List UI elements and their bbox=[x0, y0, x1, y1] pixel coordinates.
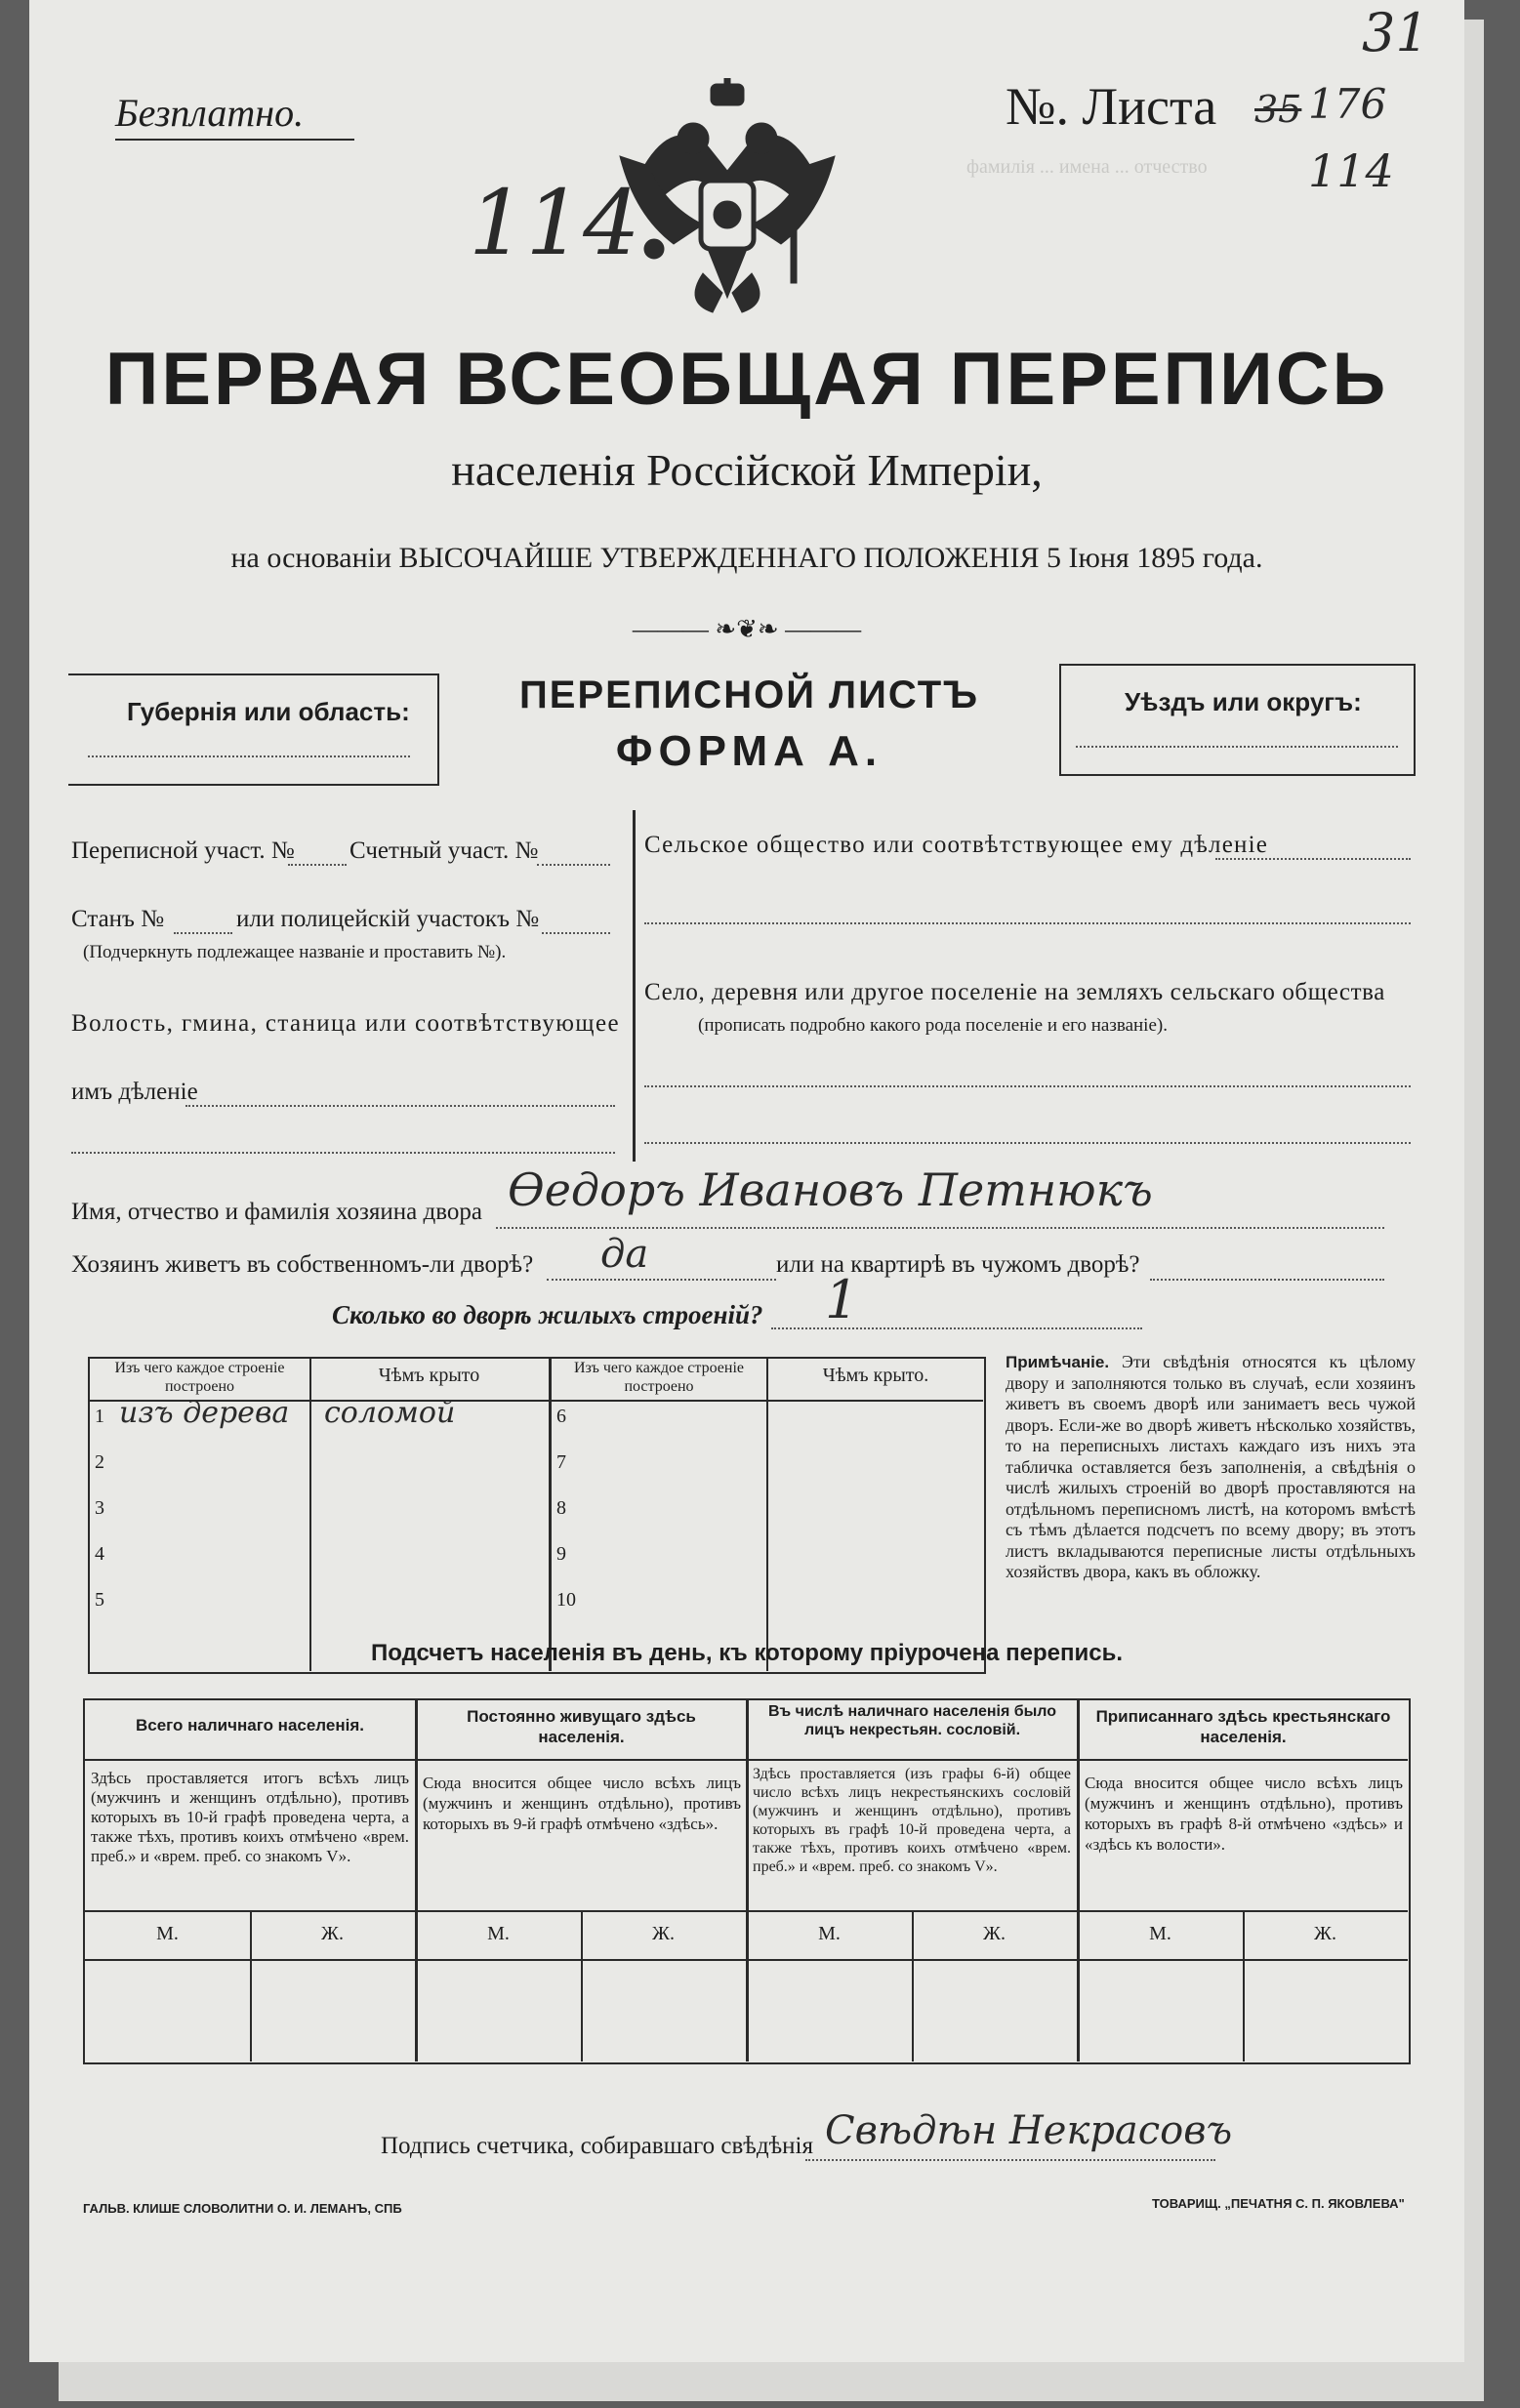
roof-header-right: Чѣмъ крыто. bbox=[822, 1365, 929, 1386]
female-label-3: Ж. bbox=[983, 1923, 1006, 1944]
female-label-2: Ж. bbox=[652, 1923, 675, 1944]
owner-name-label: Имя, отчество и фамилія хозяина двора bbox=[71, 1199, 482, 1225]
district-label: Уѣздъ или округъ: bbox=[1125, 687, 1362, 716]
side-number: 114 bbox=[1308, 144, 1394, 197]
row-number-4: 4 bbox=[95, 1543, 104, 1565]
free-underline bbox=[115, 139, 354, 141]
owner-name-value: Өедоръ Ивановъ Петнюкъ bbox=[508, 1163, 1153, 1216]
imperial-eagle-emblem bbox=[615, 78, 840, 322]
footer-right: ТОВАРИЩ. „ПЕЧАТНЯ С. П. ЯКОВЛЕВА" bbox=[1152, 2196, 1405, 2211]
sheet-number-struck: 35 bbox=[1254, 88, 1302, 131]
volost-label: Волость, гмина, станица или соотвѣтствующее bbox=[71, 1010, 620, 1037]
own-yard-label: Хозяинъ живетъ въ собственномъ-ли дворѣ? bbox=[71, 1251, 534, 1278]
basis-line: на основаніи ВЫСОЧАЙШЕ УТВЕРЖДЕННАГО ПОЛОЖЕНІЯ 5 Іюня 1895 года. bbox=[230, 542, 1263, 574]
district-line bbox=[1076, 746, 1398, 748]
village-label: Село, деревня или другое поселеніе на земляхъ сельскаго общества bbox=[644, 979, 1385, 1005]
buildings-table bbox=[88, 1357, 986, 1674]
village-note: (прописать подробно какого рода поселеніе и его названіе). bbox=[698, 1015, 1168, 1036]
count-head-3: Въ числѣ наличнаго населенія было лицъ некрестьян. сословій. bbox=[768, 1703, 1056, 1738]
volost-label-2: имъ дѣленіе bbox=[71, 1079, 198, 1105]
form-letter: ФОРМА А. bbox=[615, 727, 883, 775]
signature-value: Свѣдѣн Некрасовъ bbox=[825, 2108, 1233, 2153]
roof-header-left: Чѣмъ крыто bbox=[378, 1365, 480, 1386]
count-desc-4: Сюда вносится общее число всѣхъ лицъ (мужчинъ и женщинъ отдѣльно), противъ которыхъ въ графѣ 8-й отмѣчено «здѣсь» и «здѣсь къ волости». bbox=[1085, 1774, 1403, 1854]
province-line bbox=[88, 755, 410, 757]
form-title: ПЕРЕПИСНОЙ ЛИСТЪ bbox=[519, 673, 979, 716]
census-district-label: Переписной участ. № bbox=[71, 837, 295, 864]
province-label: Губернія или область: bbox=[127, 697, 410, 726]
corner-number: 31 bbox=[1362, 2, 1429, 63]
male-label-3: М. bbox=[818, 1923, 841, 1944]
ornament-divider: ——— ❧❦❧ ——— bbox=[632, 615, 862, 643]
row-number-10: 10 bbox=[556, 1589, 576, 1611]
district-box bbox=[1059, 664, 1416, 776]
rural-society-label: Сельское общество или соотвѣтствующее ему дѣленіе bbox=[644, 832, 1269, 858]
sheet-number-handwritten: 176 bbox=[1308, 80, 1387, 128]
female-label-4: Ж. bbox=[1314, 1923, 1336, 1944]
count-head-1: Всего наличнаго населенія. bbox=[136, 1716, 364, 1735]
note-block bbox=[1006, 1352, 1416, 1583]
note-label: Примѣчаніе. bbox=[1006, 1353, 1110, 1371]
row-number-8: 8 bbox=[556, 1497, 566, 1519]
row-number-9: 9 bbox=[556, 1543, 566, 1565]
count-desc-3: Здѣсь проставляется (изъ графы 6-й) общее число всѣхъ лицъ некрестьянскихъ сословій (мужчинъ и женщинъ отдѣльно), противъ которыхъ въ графѣ 10-й проведена черта, а также тѣхъ, противъ коихъ отмѣчено «врем. преб.» и «врем. преб. со знакомъ V». bbox=[753, 1766, 1071, 1875]
male-label-2: М. bbox=[487, 1923, 510, 1944]
buildings-value: 1 bbox=[825, 1269, 859, 1330]
male-label-4: М. bbox=[1149, 1923, 1171, 1944]
material-header-left: Изъ чего каждое строеніе построено bbox=[114, 1360, 285, 1395]
big-handwritten-number: 114 bbox=[469, 171, 640, 275]
count-title: Подсчетъ населенія въ день, къ которому пріурочена перепись. bbox=[371, 1640, 1123, 1666]
rented-label: или на квартирѣ въ чужомъ дворѣ? bbox=[776, 1251, 1140, 1278]
counting-district-label: Счетный участ. № bbox=[349, 837, 539, 864]
buildings-label: Сколько во дворѣ жилыхъ строеній? bbox=[332, 1300, 763, 1329]
note-text: Эти свѣдѣнія относятся къ цѣлому двору и заполняются только въ случаѣ, если хозяинъ живетъ въ своемъ дворѣ или занимаетъ весь чужой дворъ. Если-же во дворѣ живетъ нѣсколько хозяйствъ, то на переписныхъ листахъ каждаго изъ нихъ эта табличка оставляется безъ заполненія, а свѣдѣнія о числѣ жилыхъ строеній во дворѣ проставляются на отдѣльномъ переписномъ листѣ, на которомъ вмѣстѣ съ тѣмъ дѣлается подсчетъ по всему двору; въ этотъ листъ вкладываются переписные листы отдѣльныхъ хозяйствъ двора, какъ въ обложку. bbox=[1006, 1352, 1416, 1581]
count-head-2: Постоянно живущаго здѣсь населенія. bbox=[467, 1707, 696, 1746]
count-desc-1: Здѣсь проставляется итогъ всѣхъ лицъ (мужчинъ и женщинъ отдѣльно), противъ которыхъ въ 10-й графѣ проведена черта, а также тѣхъ, противъ коихъ отмѣчено «врем. преб.» и «врем. преб. со знакомъ V». bbox=[91, 1769, 409, 1865]
row-number-6: 6 bbox=[556, 1406, 566, 1427]
row1-material-value: изъ дерева bbox=[119, 1396, 290, 1430]
count-table bbox=[83, 1698, 1411, 2064]
sheet-number-label: №. Листа bbox=[1006, 77, 1217, 136]
row-number-2: 2 bbox=[95, 1451, 104, 1473]
census-form-sheet bbox=[29, 0, 1464, 2362]
material-header-right: Изъ чего каждое строеніе построено bbox=[573, 1360, 744, 1395]
fields-divider bbox=[633, 810, 636, 1162]
row-number-7: 7 bbox=[556, 1451, 566, 1473]
footer-left: ГАЛЬВ. КЛИШЕ СЛОВОЛИТНИ О. И. ЛЕМАНЪ, СПБ bbox=[83, 2201, 402, 2216]
own-yard-value: да bbox=[600, 1232, 649, 1277]
row-number-1: 1 bbox=[95, 1406, 104, 1427]
row-number-5: 5 bbox=[95, 1589, 104, 1611]
subtitle: населенія Россійской Имперіи, bbox=[451, 445, 1043, 495]
bleed-through-text: фамилія ... имена ... отчество bbox=[966, 156, 1208, 178]
male-label-1: М. bbox=[156, 1923, 179, 1944]
count-head-4: Приписаннаго здѣсь крестьянскаго населенія. bbox=[1095, 1707, 1391, 1746]
free-label: Безплатно. bbox=[115, 91, 305, 135]
province-box bbox=[68, 673, 439, 786]
female-label-1: Ж. bbox=[321, 1923, 344, 1944]
stan-label: Станъ № bbox=[71, 906, 165, 932]
police-note: (Подчеркнуть подлежащее названіе и проставить №). bbox=[83, 942, 507, 962]
signature-label: Подпись счетчика, собиравшаго свѣдѣнія bbox=[381, 2133, 813, 2159]
police-label: или полицейскій участокъ № bbox=[236, 906, 540, 932]
row-number-3: 3 bbox=[95, 1497, 104, 1519]
main-title: ПЕРВАЯ ВСЕОБЩАЯ ПЕРЕПИСЬ bbox=[104, 338, 1389, 421]
row1-roof-value: соломой bbox=[324, 1396, 456, 1430]
count-desc-2: Сюда вносится общее число всѣхъ лицъ (мужчинъ и женщинъ отдѣльно), противъ которыхъ въ 9-й графѣ отмѣчено «здѣсь». bbox=[423, 1774, 741, 1833]
